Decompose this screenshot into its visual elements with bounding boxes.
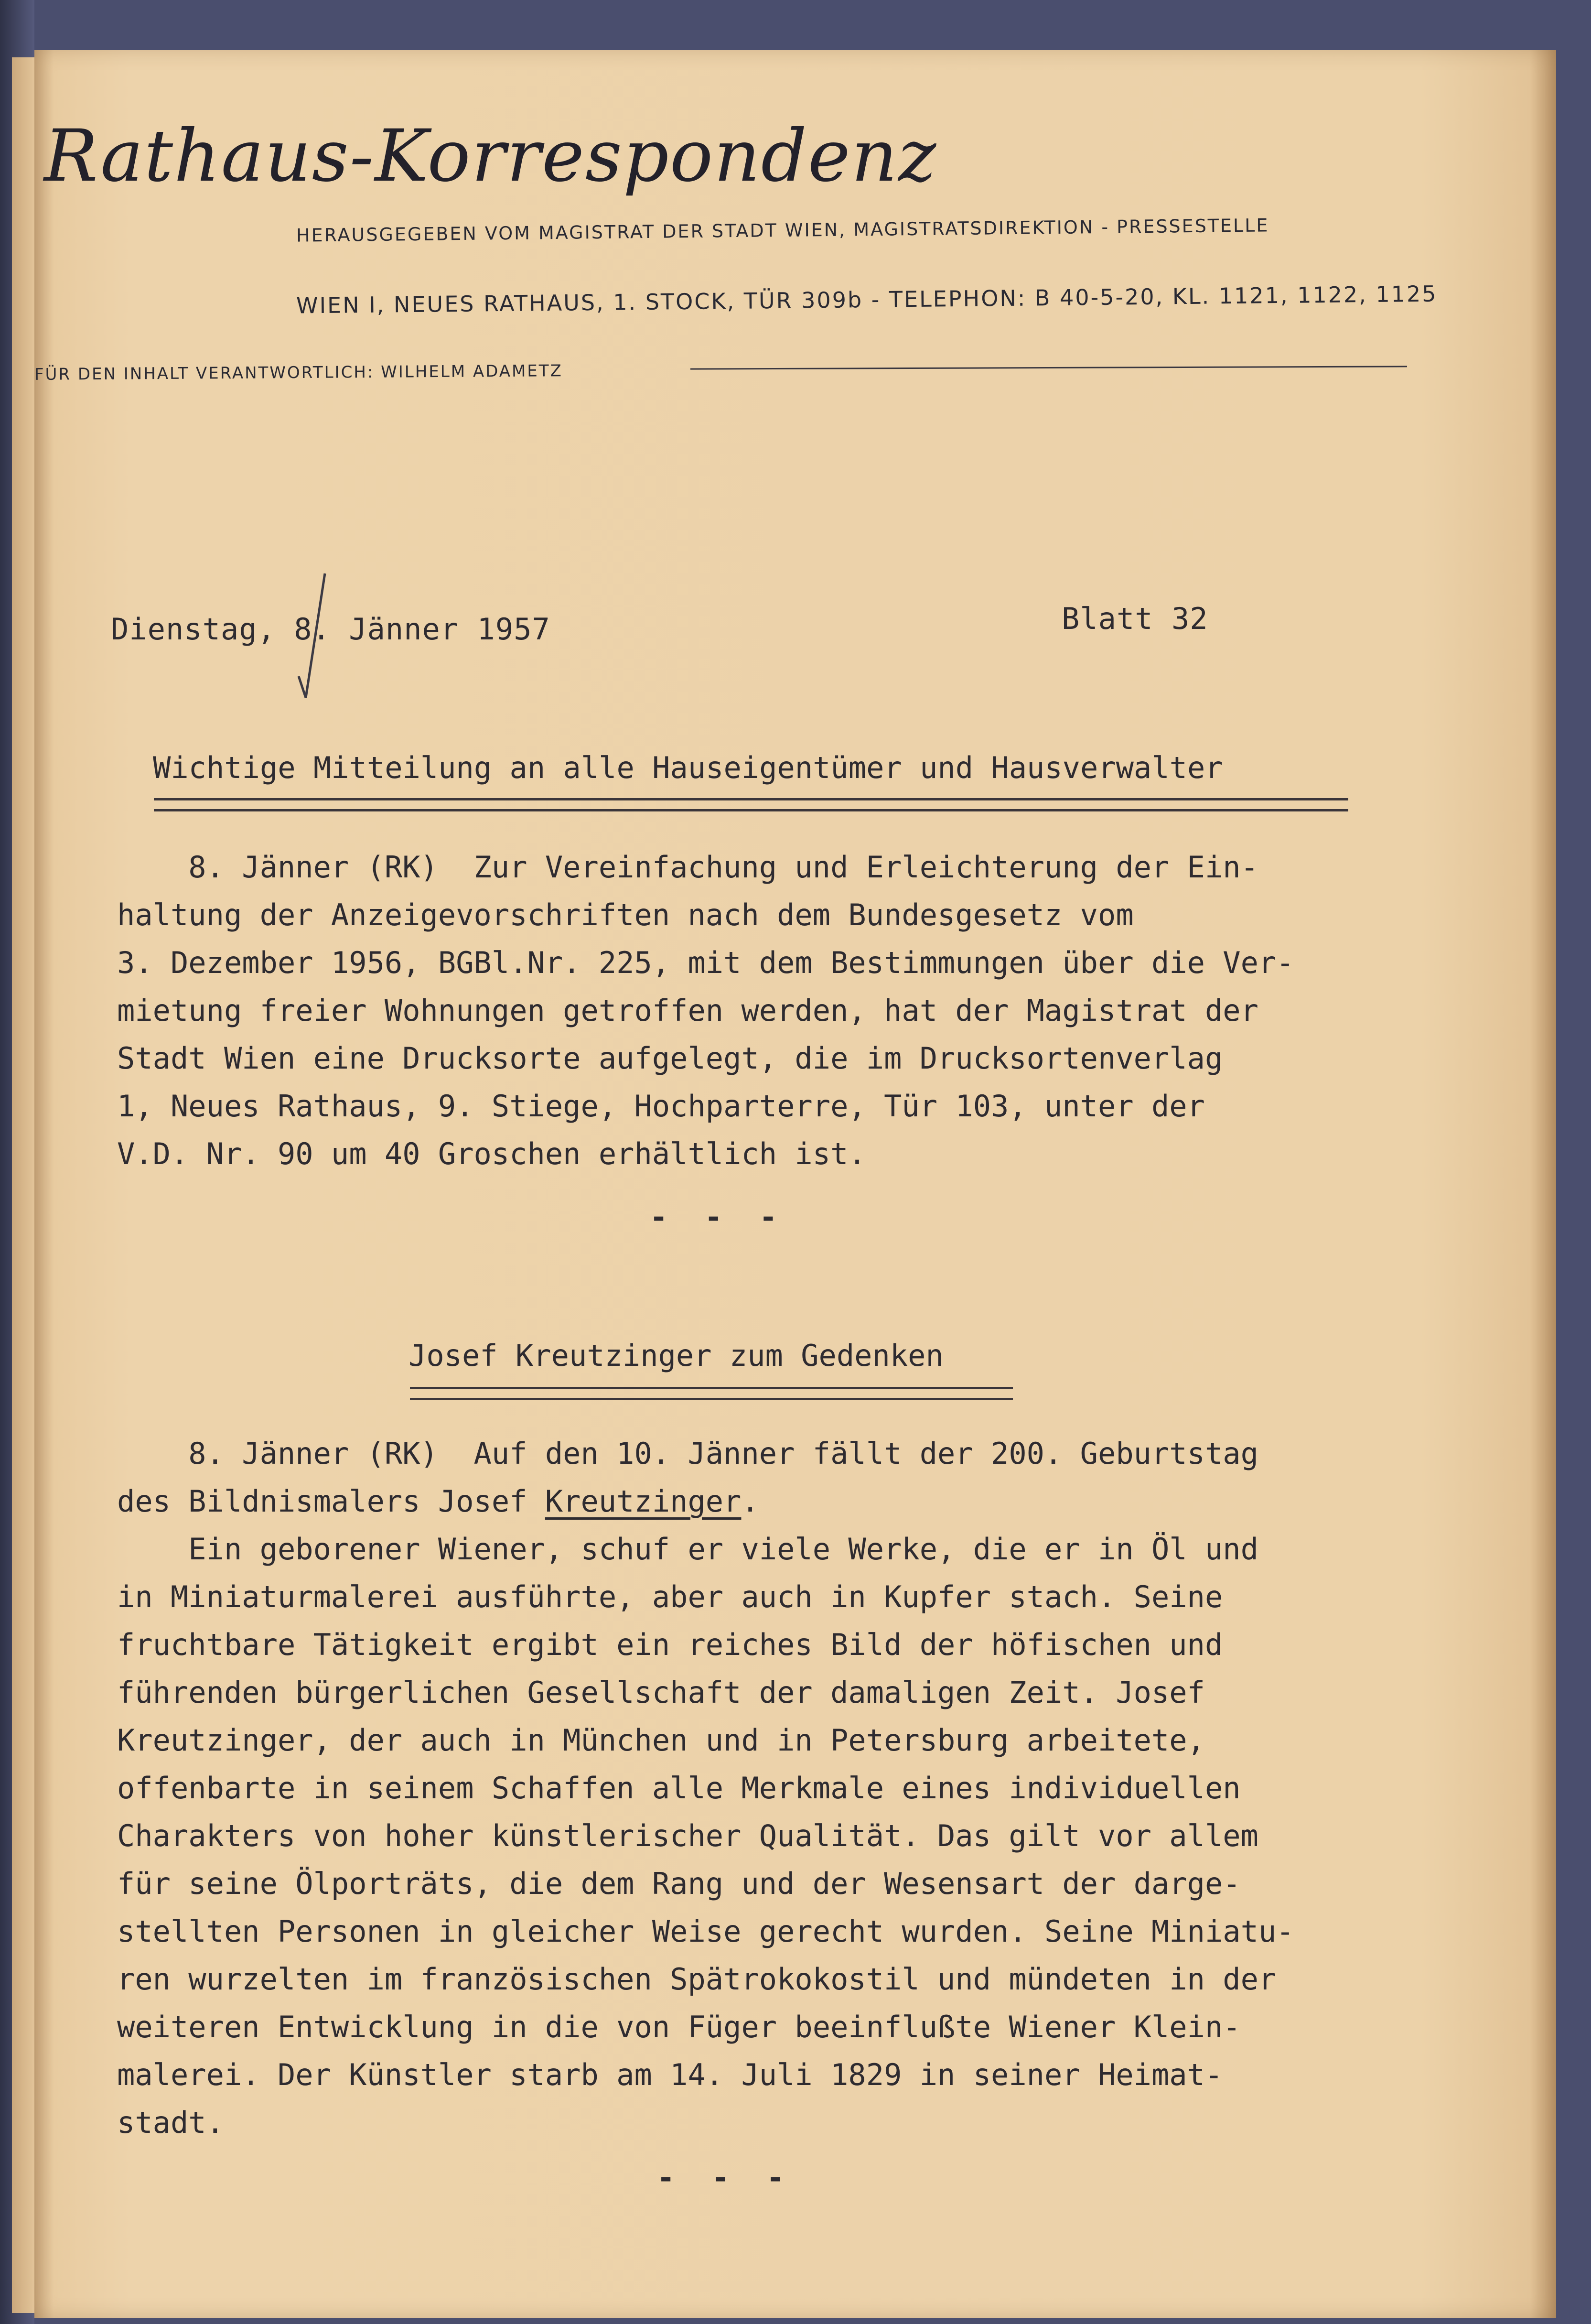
article-2-line: Kreutzinger, der auch in München und in Petersburg arbeitete, bbox=[117, 1723, 1205, 1758]
article-2-line: Charakters von hoher künstlerischer Qualität. Das gilt vor allem bbox=[117, 1818, 1258, 1853]
sheet-number: Blatt 32 bbox=[1062, 601, 1208, 636]
article-2-line: führenden bürgerlichen Gesellschaft der damaligen Zeit. Josef bbox=[117, 1675, 1205, 1710]
article-2-line: 8. Jänner (RK) Auf den 10. Jänner fällt der 200. Geburtstag bbox=[117, 1436, 1258, 1471]
article-2-title-underline bbox=[410, 1387, 1013, 1400]
article-1-line: 3. Dezember 1956, BGBl.Nr. 225, mit dem Bestimmungen über die Ver- bbox=[117, 945, 1294, 980]
date-line: Dienstag, 8. Jänner 1957 bbox=[111, 612, 550, 647]
masthead-responsible: FÜR DEN INHALT VERANTWORTLICH: WILHELM ADAMETZ bbox=[34, 361, 563, 384]
article-2-line: fruchtbare Tätigkeit ergibt ein reiches Bild der höfischen und bbox=[117, 1627, 1223, 1662]
article-2-line: für seine Ölporträts, die dem Rang und der Wesensart der darge- bbox=[117, 1866, 1241, 1901]
separator: - - - bbox=[657, 2160, 794, 2195]
article-1-title-underline bbox=[154, 798, 1348, 811]
masthead-publisher: HERAUSGEGEBEN VOM MAGISTRAT DER STADT WIEN, MAGISTRATSDIREKTION - PRESSESTELLE bbox=[296, 215, 1269, 246]
article-2-title: Josef Kreutzinger zum Gedenken bbox=[408, 1338, 944, 1373]
article-2-line: stadt. bbox=[117, 2105, 224, 2140]
article-1-line: haltung der Anzeigevorschriften nach dem Bundesgesetz vom bbox=[117, 897, 1134, 932]
name-period: . bbox=[741, 1484, 759, 1519]
article-1-title: Wichtige Mitteilung an alle Hauseigentümer und Hausverwalter bbox=[153, 750, 1223, 785]
article-2-line: Ein geborener Wiener, schuf er viele Werke, die er in Öl und bbox=[117, 1532, 1258, 1567]
article-1-line: 8. Jänner (RK) Zur Vereinfachung und Erleichterung der Ein- bbox=[117, 850, 1258, 885]
article-2-line: offenbarte in seinem Schaffen alle Merkmale eines individuellen bbox=[117, 1771, 1241, 1805]
pencil-check-mark bbox=[296, 569, 354, 703]
article-2-line: in Miniaturmalerei ausführte, aber auch in Kupfer stach. Seine bbox=[117, 1579, 1223, 1614]
article-1-line: 1, Neues Rathaus, 9. Stiege, Hochparterre, Tür 103, unter der bbox=[117, 1089, 1205, 1124]
article-1-line: mietung freier Wohnungen getroffen werden, hat der Magistrat der bbox=[117, 993, 1258, 1028]
article-2-line: weiteren Entwicklung in die von Füger beeinflußte Wiener Klein- bbox=[117, 2010, 1241, 2044]
masthead-address: WIEN I, NEUES RATHAUS, 1. STOCK, TÜR 309b - TELEPHON: B 40-5-20, KL. 1121, 1122, 1125 bbox=[296, 281, 1438, 319]
article-2-line: stellten Personen in gleicher Weise gerecht wurden. Seine Miniatu- bbox=[117, 1914, 1294, 1949]
article-1-line: V.D. Nr. 90 um 40 Groschen erhältlich ist. bbox=[117, 1136, 866, 1171]
article-2-line: malerei. Der Künstler starb am 14. Juli 1829 in seiner Heimat- bbox=[117, 2057, 1223, 2092]
article-2-line-text: des Bildnismalers Josef bbox=[117, 1484, 545, 1519]
separator: - - - bbox=[650, 1200, 787, 1234]
article-1-line: Stadt Wien eine Drucksorte aufgelegt, die im Drucksortenverlag bbox=[117, 1041, 1223, 1076]
masthead-title: Rathaus-Korrespondenz bbox=[44, 115, 937, 198]
article-2-line bbox=[117, 1484, 759, 1519]
article-2-line: ren wurzelten im französischen Spätrokokostil und mündeten in der bbox=[117, 1962, 1277, 1997]
underlined-name: Kreutzinger bbox=[545, 1484, 742, 1519]
